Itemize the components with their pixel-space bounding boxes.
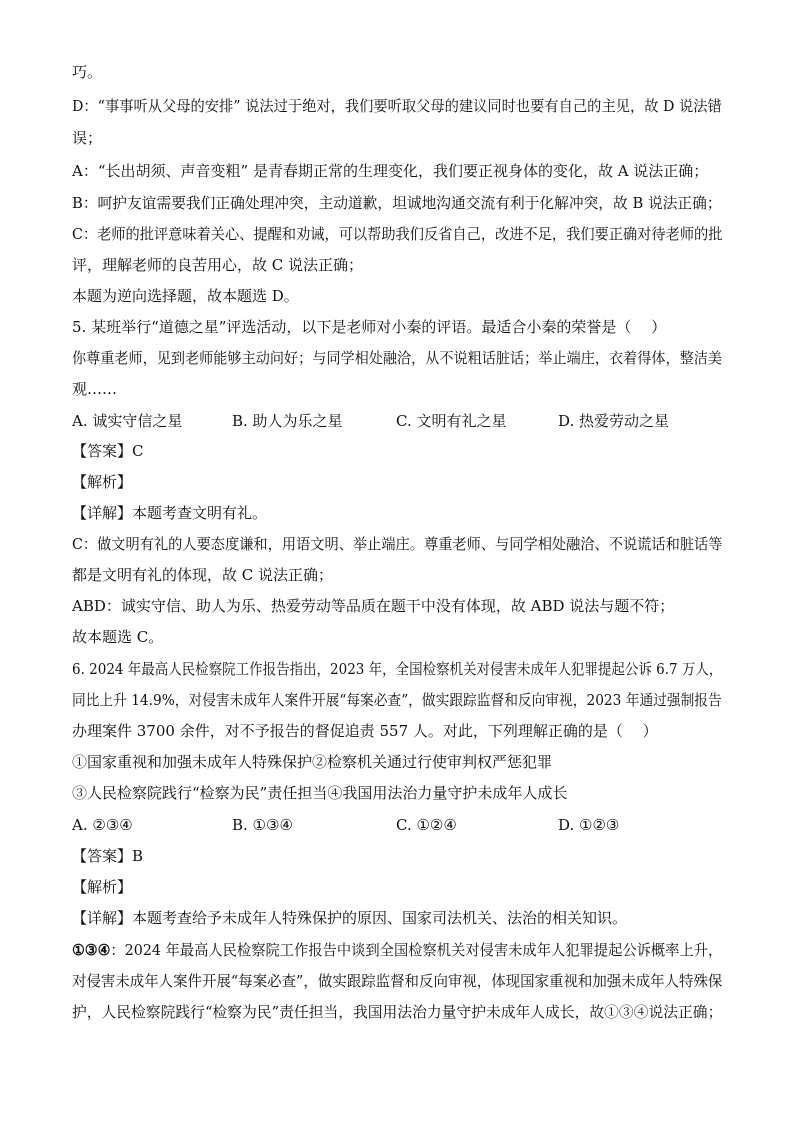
text-line: 巧。 <box>72 63 103 81</box>
question-5-quote: 观…… <box>72 380 118 398</box>
q6-option-c: C. ①②④ <box>396 816 457 834</box>
text-line: 对侵害未成年人案件开展“每案必查”，做实跟踪监督和反向审视，体现国家重视和加强未成年人特殊保 <box>72 972 723 990</box>
question-6-stem: 同比上升 14.9%，对侵害未成年人案件开展“每案必查”，做实跟踪监督和反向审视，2023 年通过强制报告 <box>72 691 722 709</box>
text-span: ：2024 年最高人民检察院工作报告中谈到全国检察机关对侵害未成年人犯罪提起公诉概率上升， <box>110 941 723 959</box>
text-line: 误； <box>72 129 103 147</box>
question-5-quote: 你尊重老师，见到老师能够主动问好；与同学相处融洽，从不说粗话脏话；举止端庄，衣着得体，整洁美 <box>72 349 723 367</box>
q6-option-a: A. ②③④ <box>72 816 133 834</box>
detail-label: 【详解】本题考查文明有礼。 <box>72 504 268 522</box>
text-line: 护，人民检察院践行“检察为民”责任担当，我国用法治力量守护未成年人成长，故①③④说法正确； <box>72 1003 723 1021</box>
question-6-stem: 办理案件 3700 余件，对不予报告的督促追责 557 人。对此，下列理解正确的是（ ） <box>72 722 658 740</box>
q6-option-d: D. ①②③ <box>558 816 620 834</box>
text-line <box>72 940 722 960</box>
bold-choice-numbers: ①③④ <box>72 941 111 959</box>
detail-label: 【详解】本题考查给予未成年人特殊保护的原因、国家司法机关、法治的相关知识。 <box>72 909 628 927</box>
text-line: C：做文明有礼的人要态度谦和，用语文明、举止端庄。尊重老师、与同学相处融洽、不说谎话和脏话等 <box>72 535 723 553</box>
q5-option-b: B. 助人为乐之星 <box>232 412 343 430</box>
text-line: B：呵护友谊需要我们正确处理冲突，主动道歉，坦诚地沟通交流有利于化解冲突，故 B 说法正确； <box>72 194 722 212</box>
text-line: 都是文明有礼的体现，故 C 说法正确； <box>72 566 334 584</box>
text-line: A：“长出胡须、声音变粗” 是青春期正常的生理变化，我们要正视身体的变化，故 A 说法正确； <box>72 162 709 180</box>
text-line: 故本题选 C。 <box>72 628 164 646</box>
text-line: C：老师的批评意味着关心、提醒和劝诫，可以帮助我们反省自己，改进不足，我们要正确对待老师的批 <box>72 225 723 243</box>
question-6-statement: ③人民检察院践行“检察为民”责任担当④我国用法治力量守护未成年人成长 <box>72 784 568 802</box>
analysis-label: 【解析】 <box>72 878 133 896</box>
question-5-stem: 5. 某班举行“道德之星”评选活动，以下是老师对小秦的评语。最适合小秦的荣誉是（ ） <box>72 318 667 336</box>
question-6-statement: ①国家重视和加强未成年人特殊保护②检察机关通过行使审判权严惩犯罪 <box>72 753 553 771</box>
q5-option-a: A. 诚实守信之星 <box>72 412 183 430</box>
answer-label: 【答案】C <box>72 442 144 460</box>
question-6-stem: 6. 2024 年最高人民检察院工作报告指出，2023 年，全国检察机关对侵害未成年人犯罪提起公诉 6.7 万人， <box>72 660 723 678</box>
text-line: 评，理解老师的良苦用心，故 C 说法正确； <box>72 256 364 274</box>
q5-option-d: D. 热爱劳动之星 <box>558 412 670 430</box>
text-line: D：“事事听从父母的安排” 说法过于绝对，我们要听取父母的建议同时也要有自己的主见，故 D 说法错 <box>72 97 722 115</box>
answer-label: 【答案】B <box>72 847 144 865</box>
text-line: ABD：诚实守信、助人为乐、热爱劳动等品质在题干中没有体现，故 ABD 说法与题不符； <box>72 597 675 615</box>
q5-option-c: C. 文明有礼之星 <box>396 412 507 430</box>
q6-option-b: B. ①③④ <box>232 816 293 834</box>
analysis-label: 【解析】 <box>72 473 133 491</box>
text-line: 本题为逆向选择题，故本题选 D。 <box>72 287 299 305</box>
